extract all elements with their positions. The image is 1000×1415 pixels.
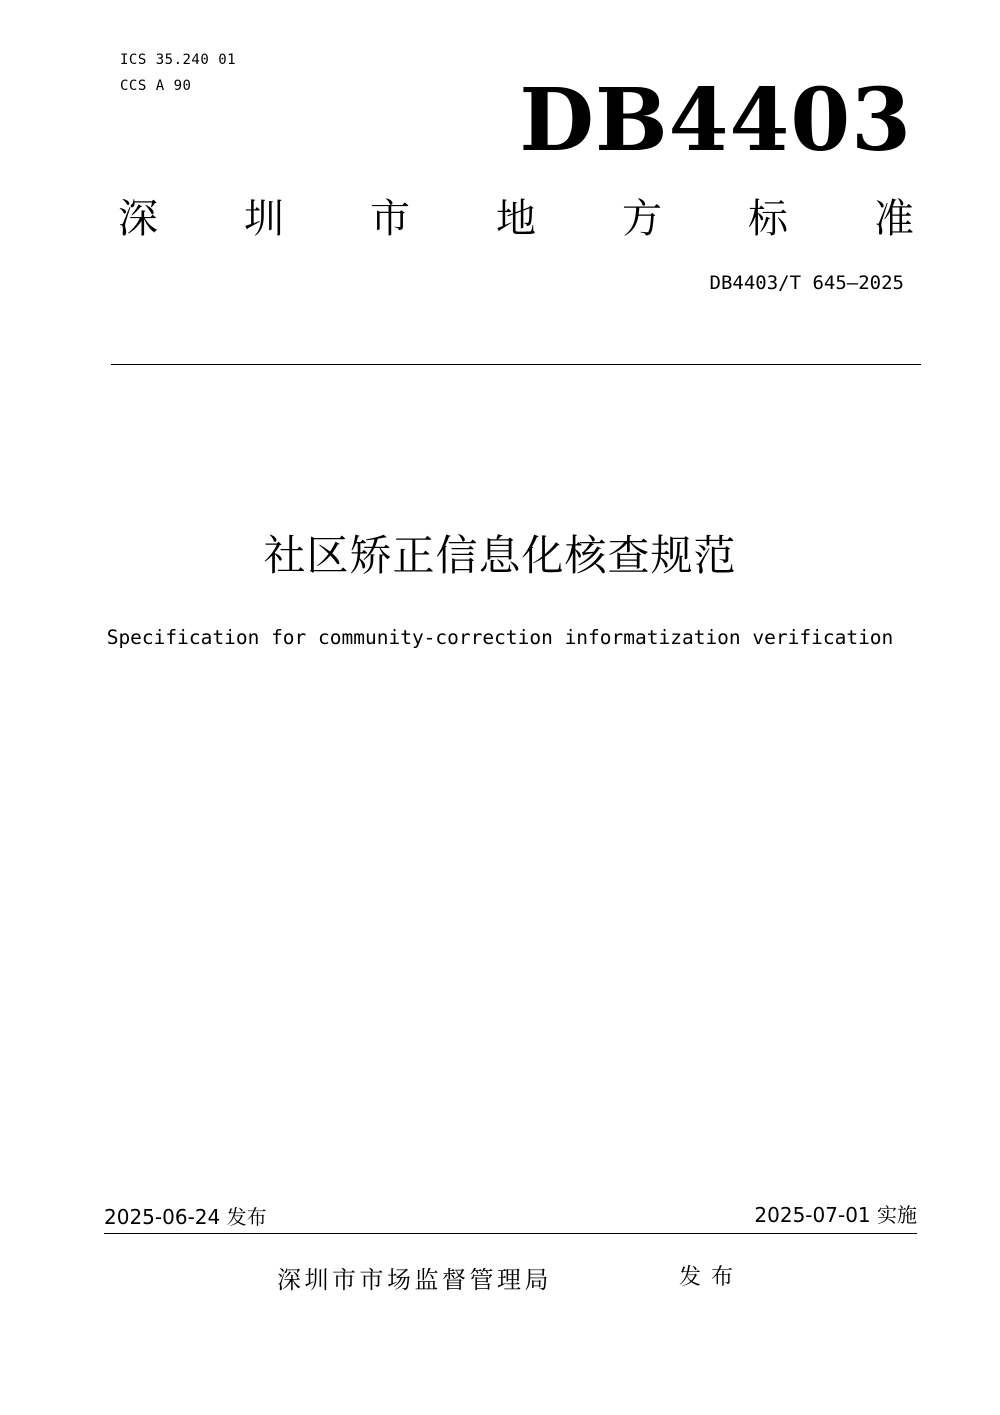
footer-divider xyxy=(104,1233,917,1234)
implementation-date: 2025-07-01 实施 xyxy=(754,1203,917,1227)
standard-mark: DB4403 xyxy=(519,70,912,171)
standard-number: DB4403/T 645—2025 xyxy=(709,272,904,294)
issue-label: 发布 xyxy=(679,1265,744,1290)
standard-type-char: 地 xyxy=(496,196,536,242)
standard-type-char: 准 xyxy=(874,196,914,242)
ccs-code: CCS A 90 xyxy=(120,78,192,94)
issuing-authority: 深圳市市场监督管理局 xyxy=(277,1266,552,1294)
standard-type-char: 深 xyxy=(118,196,158,242)
standard-type-char: 市 xyxy=(370,196,410,242)
ics-code: ICS 35.240 01 xyxy=(120,52,237,68)
document-title-chinese: 社区矫正信息化核查规范 xyxy=(263,531,737,580)
issue-date: 2025-06-24 发布 xyxy=(104,1205,267,1229)
standard-type-char: 标 xyxy=(748,196,788,242)
header-divider xyxy=(111,364,921,365)
standard-type-heading xyxy=(118,193,914,245)
document-title-english: Specification for community-correction informatization verification xyxy=(106,626,894,649)
standard-type-char: 圳 xyxy=(244,196,284,242)
standard-type-char: 方 xyxy=(622,196,662,242)
